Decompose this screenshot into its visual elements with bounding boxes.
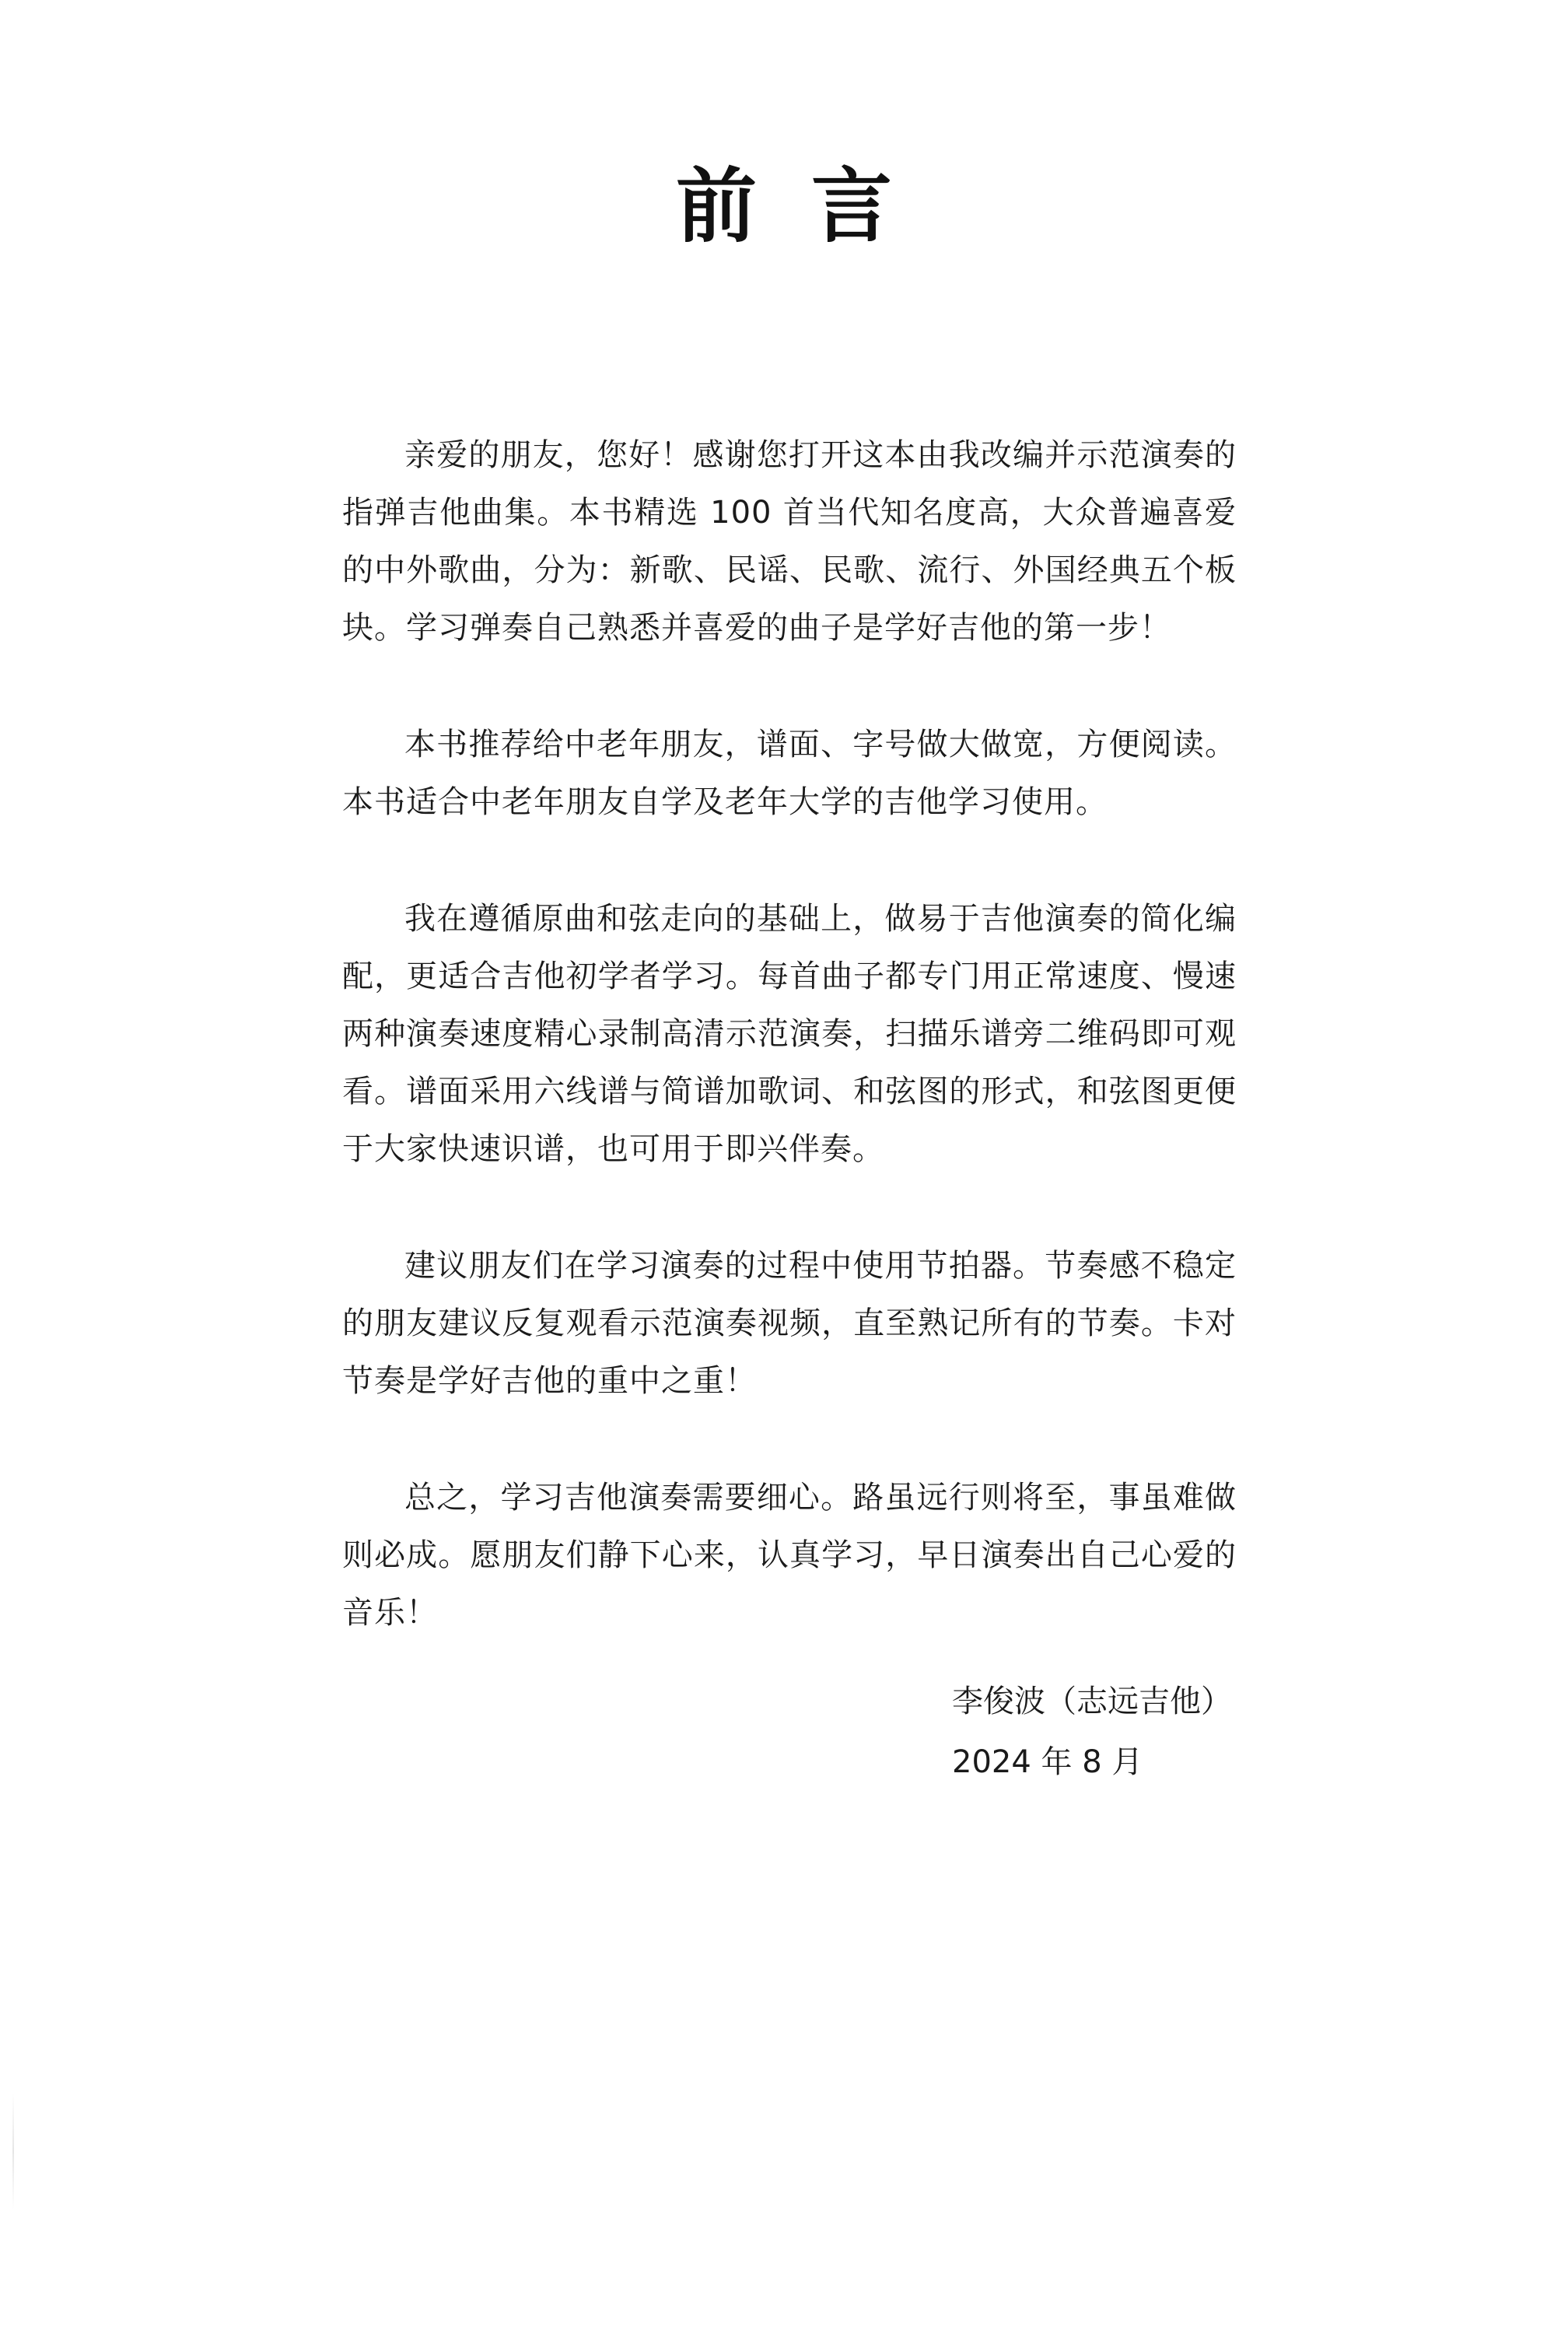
paragraph-metronome-advice: 建议朋友们在学习演奏的过程中使用节拍器。节奏感不稳定的朋友建议反复观看示范演奏视频，直至熟记所有的节奏。卡对节奏是学好吉他的重中之重！ xyxy=(342,1248,1237,1399)
signature-block xyxy=(952,1671,1232,1793)
paragraph-audience: 本书推荐给中老年朋友，谱面、字号做大做宽，方便阅读。本书适合中老年朋友自学及老年大学的吉他学习使用。 xyxy=(342,727,1237,820)
author-name: 李俊波（志远吉他） xyxy=(952,1684,1232,1719)
scan-edge-mark xyxy=(12,2093,14,2210)
paragraph-greeting: 亲爱的朋友，您好！感谢您打开这本由我改编并示范演奏的指弹吉他曲集。本书精选 100 首当代知名度高，大众普遍喜爱的中外歌曲，分为：新歌、民谣、民歌、流行、外国经典五个板块。学习弹奏自己熟悉并喜爱的曲子是学好吉他的第一步！ xyxy=(342,437,1237,646)
paragraph-arrangement: 我在遵循原曲和弦走向的基础上，做易于吉他演奏的简化编配，更适合吉他初学者学习。每首曲子都专门用正常速度、慢速两种演奏速度精心录制高清示范演奏，扫描乐谱旁二维码即可观看。谱面采用六线谱与简谱加歌词、和弦图的形式，和弦图更便于大家快速识谱，也可用于即兴伴奏。 xyxy=(342,901,1237,1167)
signature-date: 2024 年 8 月 xyxy=(952,1744,1143,1780)
paragraph-conclusion: 总之，学习吉他演奏需要细心。路虽远行则将至，事虽难做则必成。愿朋友们静下心来，认真学习，早日演奏出自己心爱的音乐！ xyxy=(342,1480,1237,1631)
page-title: 前言 xyxy=(675,159,947,254)
preface-body xyxy=(342,426,1237,1642)
